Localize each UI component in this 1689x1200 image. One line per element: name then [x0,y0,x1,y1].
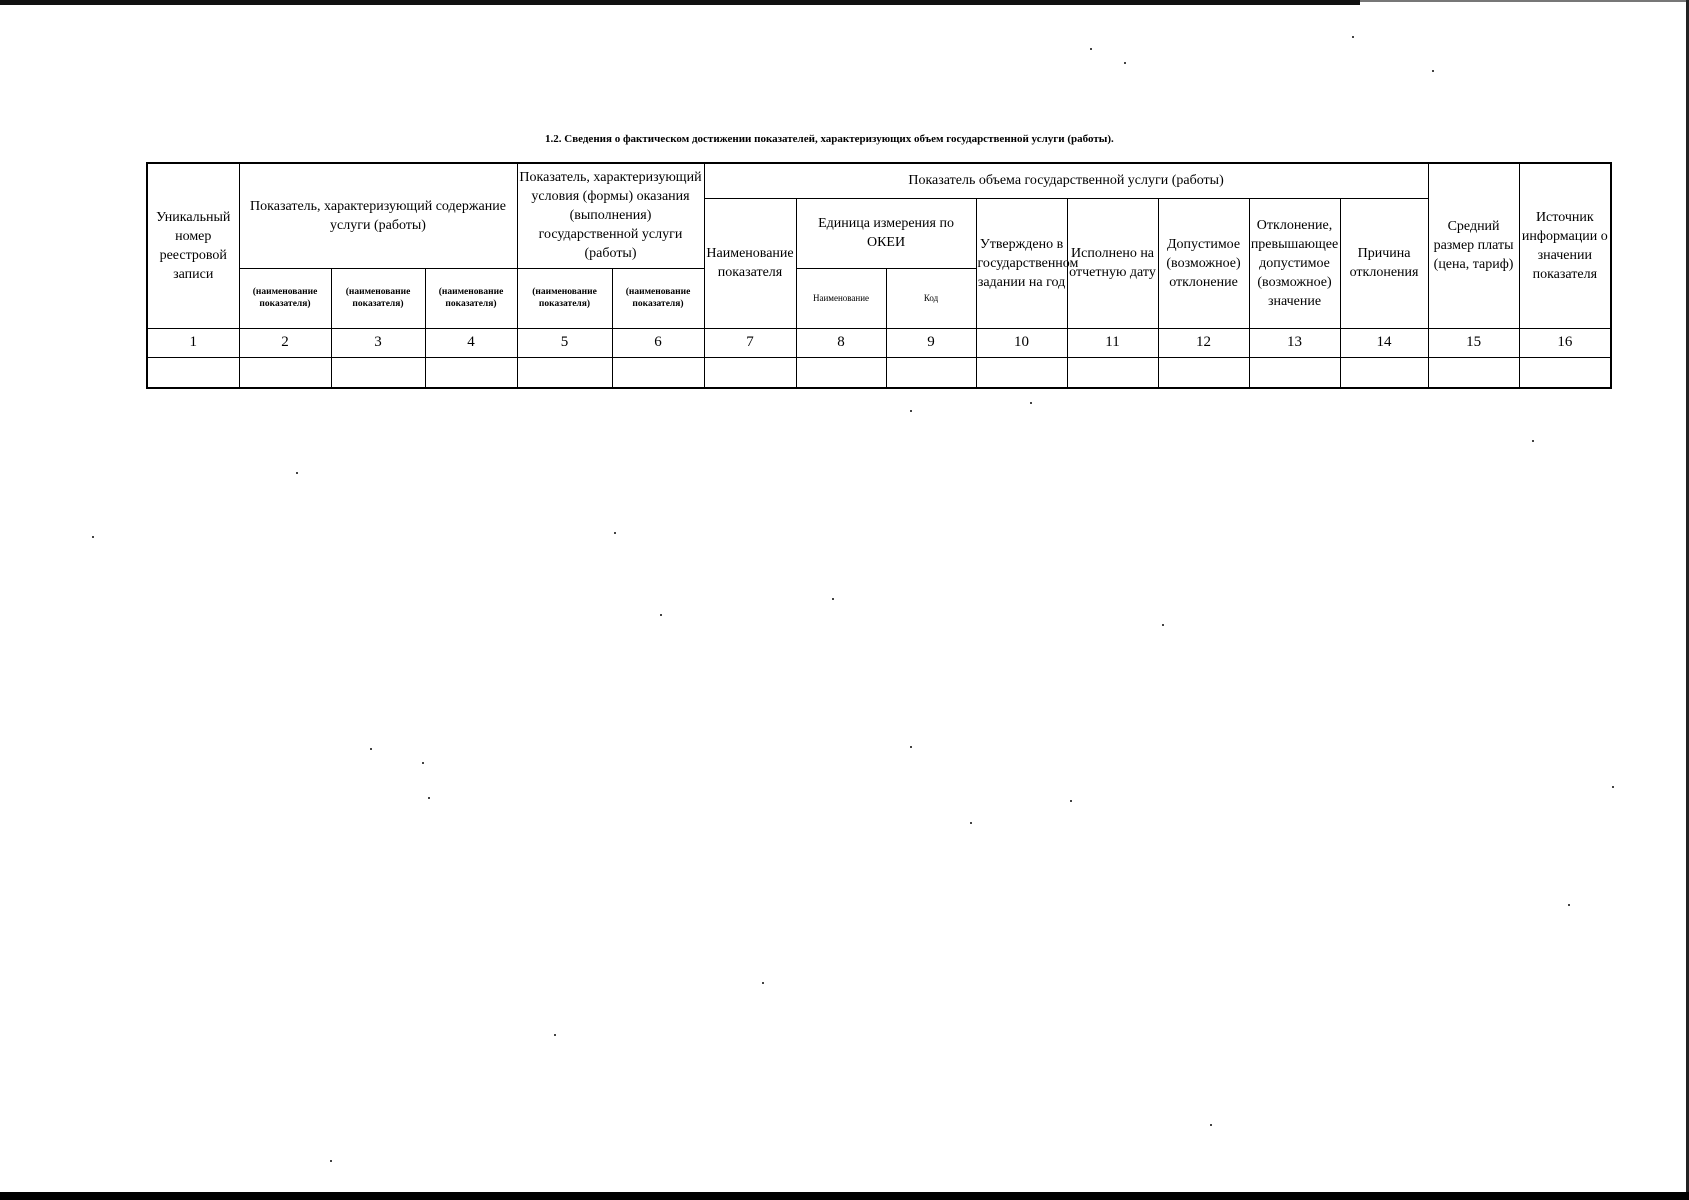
column-number: 7 [704,328,796,357]
header-average-fee: Средний размер платы (цена, тариф) [1428,163,1519,328]
column-number: 12 [1158,328,1249,357]
scan-speck [910,746,912,748]
empty-cell [612,357,704,388]
column-number: 6 [612,328,704,357]
column-number: 8 [796,328,886,357]
empty-cell [1158,357,1249,388]
header-conditions-indicator: Показатель, характеризующий условия (формы) оказания (выполнения) государственной услуги (работы) [517,163,704,268]
scan-speck [1352,36,1354,38]
column-number: 4 [425,328,517,357]
scan-speck [1210,1124,1212,1126]
header-unit-name: Наименование [796,268,886,328]
empty-cell [1519,357,1611,388]
section-title: 1.2. Сведения о фактическом достижении показателей, характеризующих объем государственной услуги (работы). [545,133,1114,145]
column-number: 3 [331,328,425,357]
column-number: 14 [1340,328,1428,357]
empty-cell [886,357,976,388]
scan-speck [970,822,972,824]
empty-cell [1428,357,1519,388]
empty-cell [1067,357,1158,388]
scan-edge-top-right [1360,0,1689,2]
header-volume-indicator: Показатель объема государственной услуги (работы) [704,163,1428,198]
header-excess-deviation: Отклонение, превышающее допустимое (возможное) значение [1249,198,1340,328]
empty-cell [331,357,425,388]
column-number: 11 [1067,328,1158,357]
scan-speck [660,614,662,616]
header-unique-number: Уникальный номер реестровой записи [147,163,239,328]
subheader-indicator-name: (наименование показателя) [331,268,425,328]
scan-speck [614,532,616,534]
scan-speck [1432,70,1434,72]
column-number: 16 [1519,328,1611,357]
volume-indicators-table [146,162,1612,389]
header-approved: Утверждено в государственном задании на год [976,198,1067,328]
scan-speck [1124,62,1126,64]
empty-cell [147,357,239,388]
scan-speck [422,762,424,764]
header-executed: Исполнено на отчетную дату [1067,198,1158,328]
header-deviation-reason: Причина отклонения [1340,198,1428,328]
empty-cell [517,357,612,388]
scan-speck [370,748,372,750]
column-number: 9 [886,328,976,357]
header-indicator-name: Наименование показателя [704,198,796,328]
empty-cell [425,357,517,388]
scan-edge-top [0,0,1360,5]
empty-cell [704,357,796,388]
scan-edge-bottom [0,1192,1689,1200]
empty-cell [239,357,331,388]
scan-speck [1070,800,1072,802]
header-unit-okei: Единица измерения по ОКЕИ [796,198,976,268]
scan-speck [1532,440,1534,442]
column-number: 15 [1428,328,1519,357]
header-info-source: Источник информации о значении показателя [1519,163,1611,328]
header-allowed-deviation: Допустимое (возможное) отклонение [1158,198,1249,328]
scan-speck [330,1160,332,1162]
scan-speck [910,410,912,412]
scan-speck [1612,786,1614,788]
empty-cell [796,357,886,388]
scan-speck [832,598,834,600]
scan-speck [1090,48,1092,50]
column-number: 13 [1249,328,1340,357]
subheader-indicator-name: (наименование показателя) [612,268,704,328]
scan-speck [554,1034,556,1036]
empty-cell [976,357,1067,388]
empty-cell [1249,357,1340,388]
header-content-indicator: Показатель, характеризующий содержание услуги (работы) [239,163,517,268]
header-unit-code: Код [886,268,976,328]
scan-speck [296,472,298,474]
column-number: 1 [147,328,239,357]
scan-speck [428,797,430,799]
scan-speck [1568,904,1570,906]
subheader-indicator-name: (наименование показателя) [517,268,612,328]
column-number: 10 [976,328,1067,357]
column-number: 5 [517,328,612,357]
scan-speck [1162,624,1164,626]
table-row [147,357,1611,388]
subheader-indicator-name: (наименование показателя) [239,268,331,328]
subheader-indicator-name: (наименование показателя) [425,268,517,328]
scan-speck [92,536,94,538]
scan-speck [762,982,764,984]
column-number: 2 [239,328,331,357]
empty-cell [1340,357,1428,388]
scan-speck [1030,402,1032,404]
